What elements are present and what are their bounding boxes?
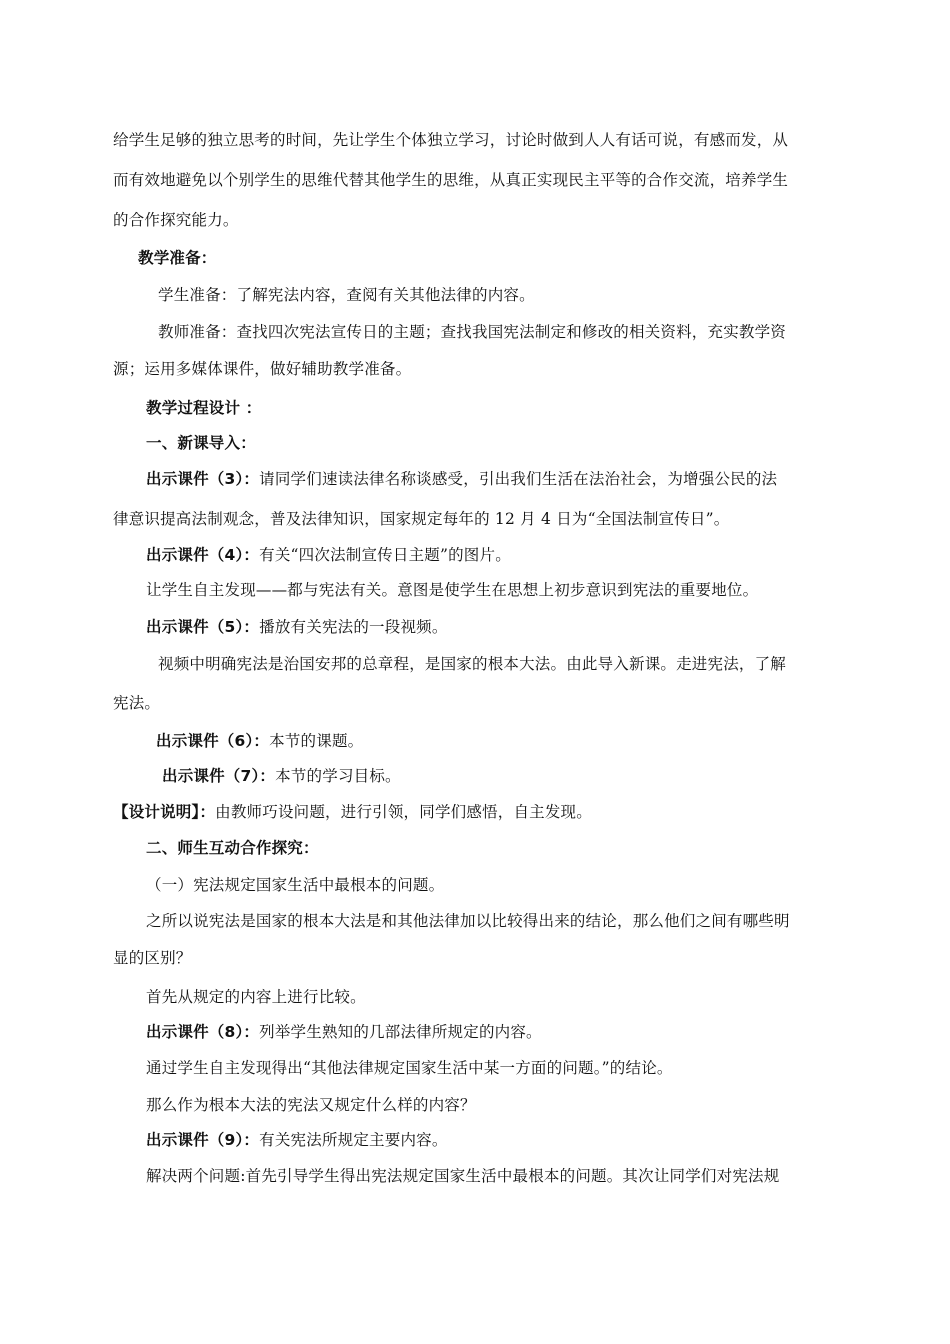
courseware-8	[146, 1022, 542, 1042]
courseware-text: 本节的学习目标。	[275, 767, 401, 785]
teacher-prep-line: 教师准备：查找四次宪法宣传日的主题；查找我国宪法制定和修改的相关资料，充实教学资	[158, 323, 787, 341]
courseware-3	[146, 469, 777, 489]
paragraph-line: 让学生自主发现——都与宪法有关。意图是使学生在思想上初步意识到宪法的重要地位。	[146, 581, 759, 599]
paragraph-line: 通过学生自主发现得出“其他法律规定国家生活中某一方面的问题。”的结论。	[146, 1059, 673, 1077]
paragraph-line: 首先从规定的内容上进行比较。	[146, 988, 366, 1006]
courseware-5	[146, 617, 448, 637]
courseware-text: 有关“四次法制宣传日主题”的图片。	[259, 546, 511, 564]
paragraph-line: 之所以说宪法是国家的根本大法是和其他法律加以比较得出来的结论，那么他们之间有哪些明	[146, 912, 790, 930]
courseware-label: 出示课件（8）：	[146, 1023, 260, 1041]
courseware-label: 出示课件（6）：	[156, 732, 270, 750]
courseware-6	[156, 731, 363, 751]
courseware-label: 出示课件（3）：	[146, 470, 260, 488]
courseware-text: 播放有关宪法的一段视频。	[259, 618, 448, 636]
courseware-7	[162, 766, 401, 786]
teacher-prep-line: 源；运用多媒体课件，做好辅助教学准备。	[113, 360, 412, 378]
paragraph-line: 那么作为根本大法的宪法又规定什么样的内容？	[146, 1096, 476, 1114]
paragraph-line: 律意识提高法制观念，普及法律知识，国家规定每年的 12 月 4 日为“全国法制宣传日”。	[113, 510, 730, 528]
courseware-text: 本节的课题。	[269, 732, 364, 750]
courseware-label: 出示课件（4）：	[146, 546, 260, 564]
paragraph-line: 的合作探究能力。	[113, 211, 239, 229]
paragraph-line: 视频中明确宪法是治国安邦的总章程，是国家的根本大法。由此导入新课。走进宪法，了解	[158, 655, 787, 673]
design-note-label: 【设计说明】：	[113, 803, 216, 821]
design-note	[113, 802, 592, 822]
student-prep: 学生准备：了解宪法内容，查阅有关其他法律的内容。	[158, 286, 535, 304]
paragraph-line: 给学生足够的独立思考的时间，先让学生个体独立学习，讨论时做到人人有话可说，有感而发，从	[113, 131, 789, 149]
courseware-text: 请同学们速读法律名称谈感受，引出我们生活在法治社会，为增强公民的法	[259, 470, 778, 488]
courseware-label: 出示课件（7）：	[162, 767, 276, 785]
paragraph-line: 而有效地避免以个别学生的思维代替其他学生的思维，从真正实现民主平等的合作交流，培养学生	[113, 171, 789, 189]
courseware-text: 有关宪法所规定主要内容。	[259, 1131, 448, 1149]
section-heading-explore: 二、师生互动合作探究：	[146, 839, 319, 857]
courseware-label: 出示课件（5）：	[146, 618, 260, 636]
courseware-4	[146, 545, 511, 565]
paragraph-line: 显的区别？	[113, 949, 192, 967]
courseware-label: 出示课件（9）：	[146, 1131, 260, 1149]
paragraph-line: 解决两个问题:首先引导学生得出宪法规定国家生活中最根本的问题。其次让同学们对宪法规	[146, 1167, 780, 1185]
process-heading: 教学过程设计 ：	[146, 399, 262, 417]
courseware-9	[146, 1130, 448, 1150]
prep-heading: 教学准备：	[138, 249, 217, 267]
courseware-text: 列举学生熟知的几部法律所规定的内容。	[259, 1023, 542, 1041]
design-note-text: 由教师巧设问题，进行引领，同学们感悟，自主发现。	[215, 803, 592, 821]
section-heading-intro: 一、新课导入：	[146, 434, 256, 452]
paragraph-line: 宪法。	[113, 694, 161, 712]
subsection-heading: （一）宪法规定国家生活中最根本的问题。	[146, 876, 445, 894]
